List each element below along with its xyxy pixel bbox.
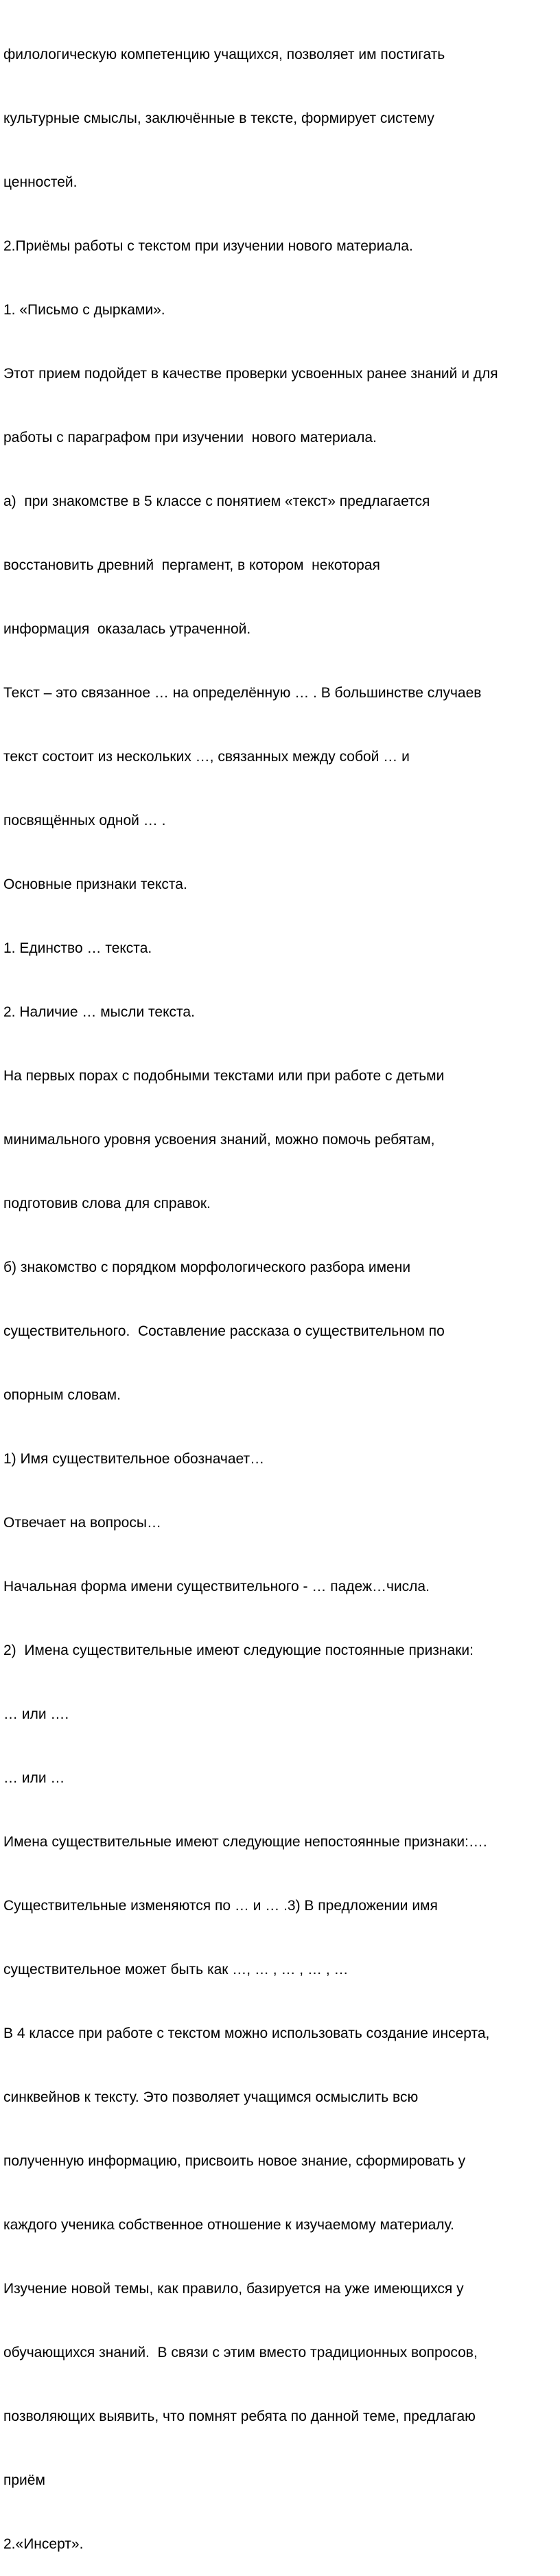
text-line: существительное может быть как …, … , … , … , … (3, 1962, 349, 1977)
text-line: существительного. Составление рассказа о существительном по (3, 1323, 445, 1339)
text-line: культурные смыслы, заключённые в тексте, формирует систему (3, 111, 434, 126)
text-line: Начальная форма имени существительного - … падеж…числа. (3, 1579, 430, 1594)
list-item: 1) Имя существительное обозначает… (3, 1451, 265, 1467)
text-line: текст состоит из нескольких …, связанных между собой … и (3, 749, 410, 765)
text-line: приём (3, 2472, 45, 2488)
text-line: информация оказалась утраченной. (3, 621, 251, 637)
technique-title: 2.«Инсерт». (3, 2536, 84, 2552)
text-line: полученную информацию, присвоить новое знание, сформировать у (3, 2153, 466, 2169)
list-item: 1. Единство … текста. (3, 940, 152, 956)
text-line: восстановить древний пергамент, в котором некоторая (3, 557, 380, 573)
text-line: Текст – это связанное … на определённую … . В большинстве случаев (3, 685, 482, 701)
text-line: … или …. (3, 1706, 69, 1722)
text-line: Этот прием подойдет в качестве проверки усвоенных ранее знаний и для (3, 366, 498, 382)
list-item: 2. Наличие … мысли текста. (3, 1004, 195, 1020)
text-line: б) знакомство с порядком морфологического разбора имени (3, 1260, 411, 1275)
text-line: минимального уровня усвоения знаний, можно помочь ребятам, (3, 1132, 435, 1148)
text-line: подготовив слова для справок. (3, 1196, 211, 1211)
text-line: синквейнов к тексту. Это позволяет учащимся осмыслить всю (3, 2089, 419, 2105)
text-line: каждого ученика собственное отношение к изучаемому материалу. (3, 2217, 454, 2233)
text-line: Имена существительные имеют следующие непостоянные признаки:…. (3, 1834, 487, 1850)
text-line: В 4 классе при работе с текстом можно использовать создание инсерта, (3, 2026, 490, 2041)
text-line: обучающихся знаний. В связи с этим вместо традиционных вопросов, (3, 2345, 478, 2360)
text-line: Отвечает на вопросы… (3, 1515, 161, 1531)
text-line: Существительные изменяются по … и … .3) В предложении имя (3, 1898, 438, 1914)
text-line: ценностей. (3, 174, 78, 190)
document-body (3, 1, 558, 2576)
text-line: а) при знакомстве в 5 классе с понятием «текст» предлагается (3, 494, 430, 509)
text-line: Изучение новой темы, как правило, базируется на уже имеющихся у (3, 2281, 464, 2297)
text-line: опорным словам. (3, 1387, 121, 1403)
text-line: … или … (3, 1770, 65, 1786)
text-line: позволяющих выявить, что помнят ребята по данной теме, предлагаю (3, 2409, 476, 2424)
text-line: Основные признаки текста. (3, 877, 187, 892)
text-line: филологическую компетенцию учащихся, позволяет им постигать (3, 47, 445, 62)
section-heading: 2.Приёмы работы с текстом при изучении нового материала. (3, 238, 413, 254)
text-line: работы с параграфом при изучении нового материала. (3, 430, 377, 445)
text-line: посвящённых одной … . (3, 813, 166, 828)
text-line: На первых порах с подобными текстами или при работе с детьми (3, 1068, 445, 1084)
technique-title: 1. «Письмо с дырками». (3, 302, 165, 318)
list-item: 2) Имена существительные имеют следующие постоянные признаки: (3, 1643, 474, 1658)
